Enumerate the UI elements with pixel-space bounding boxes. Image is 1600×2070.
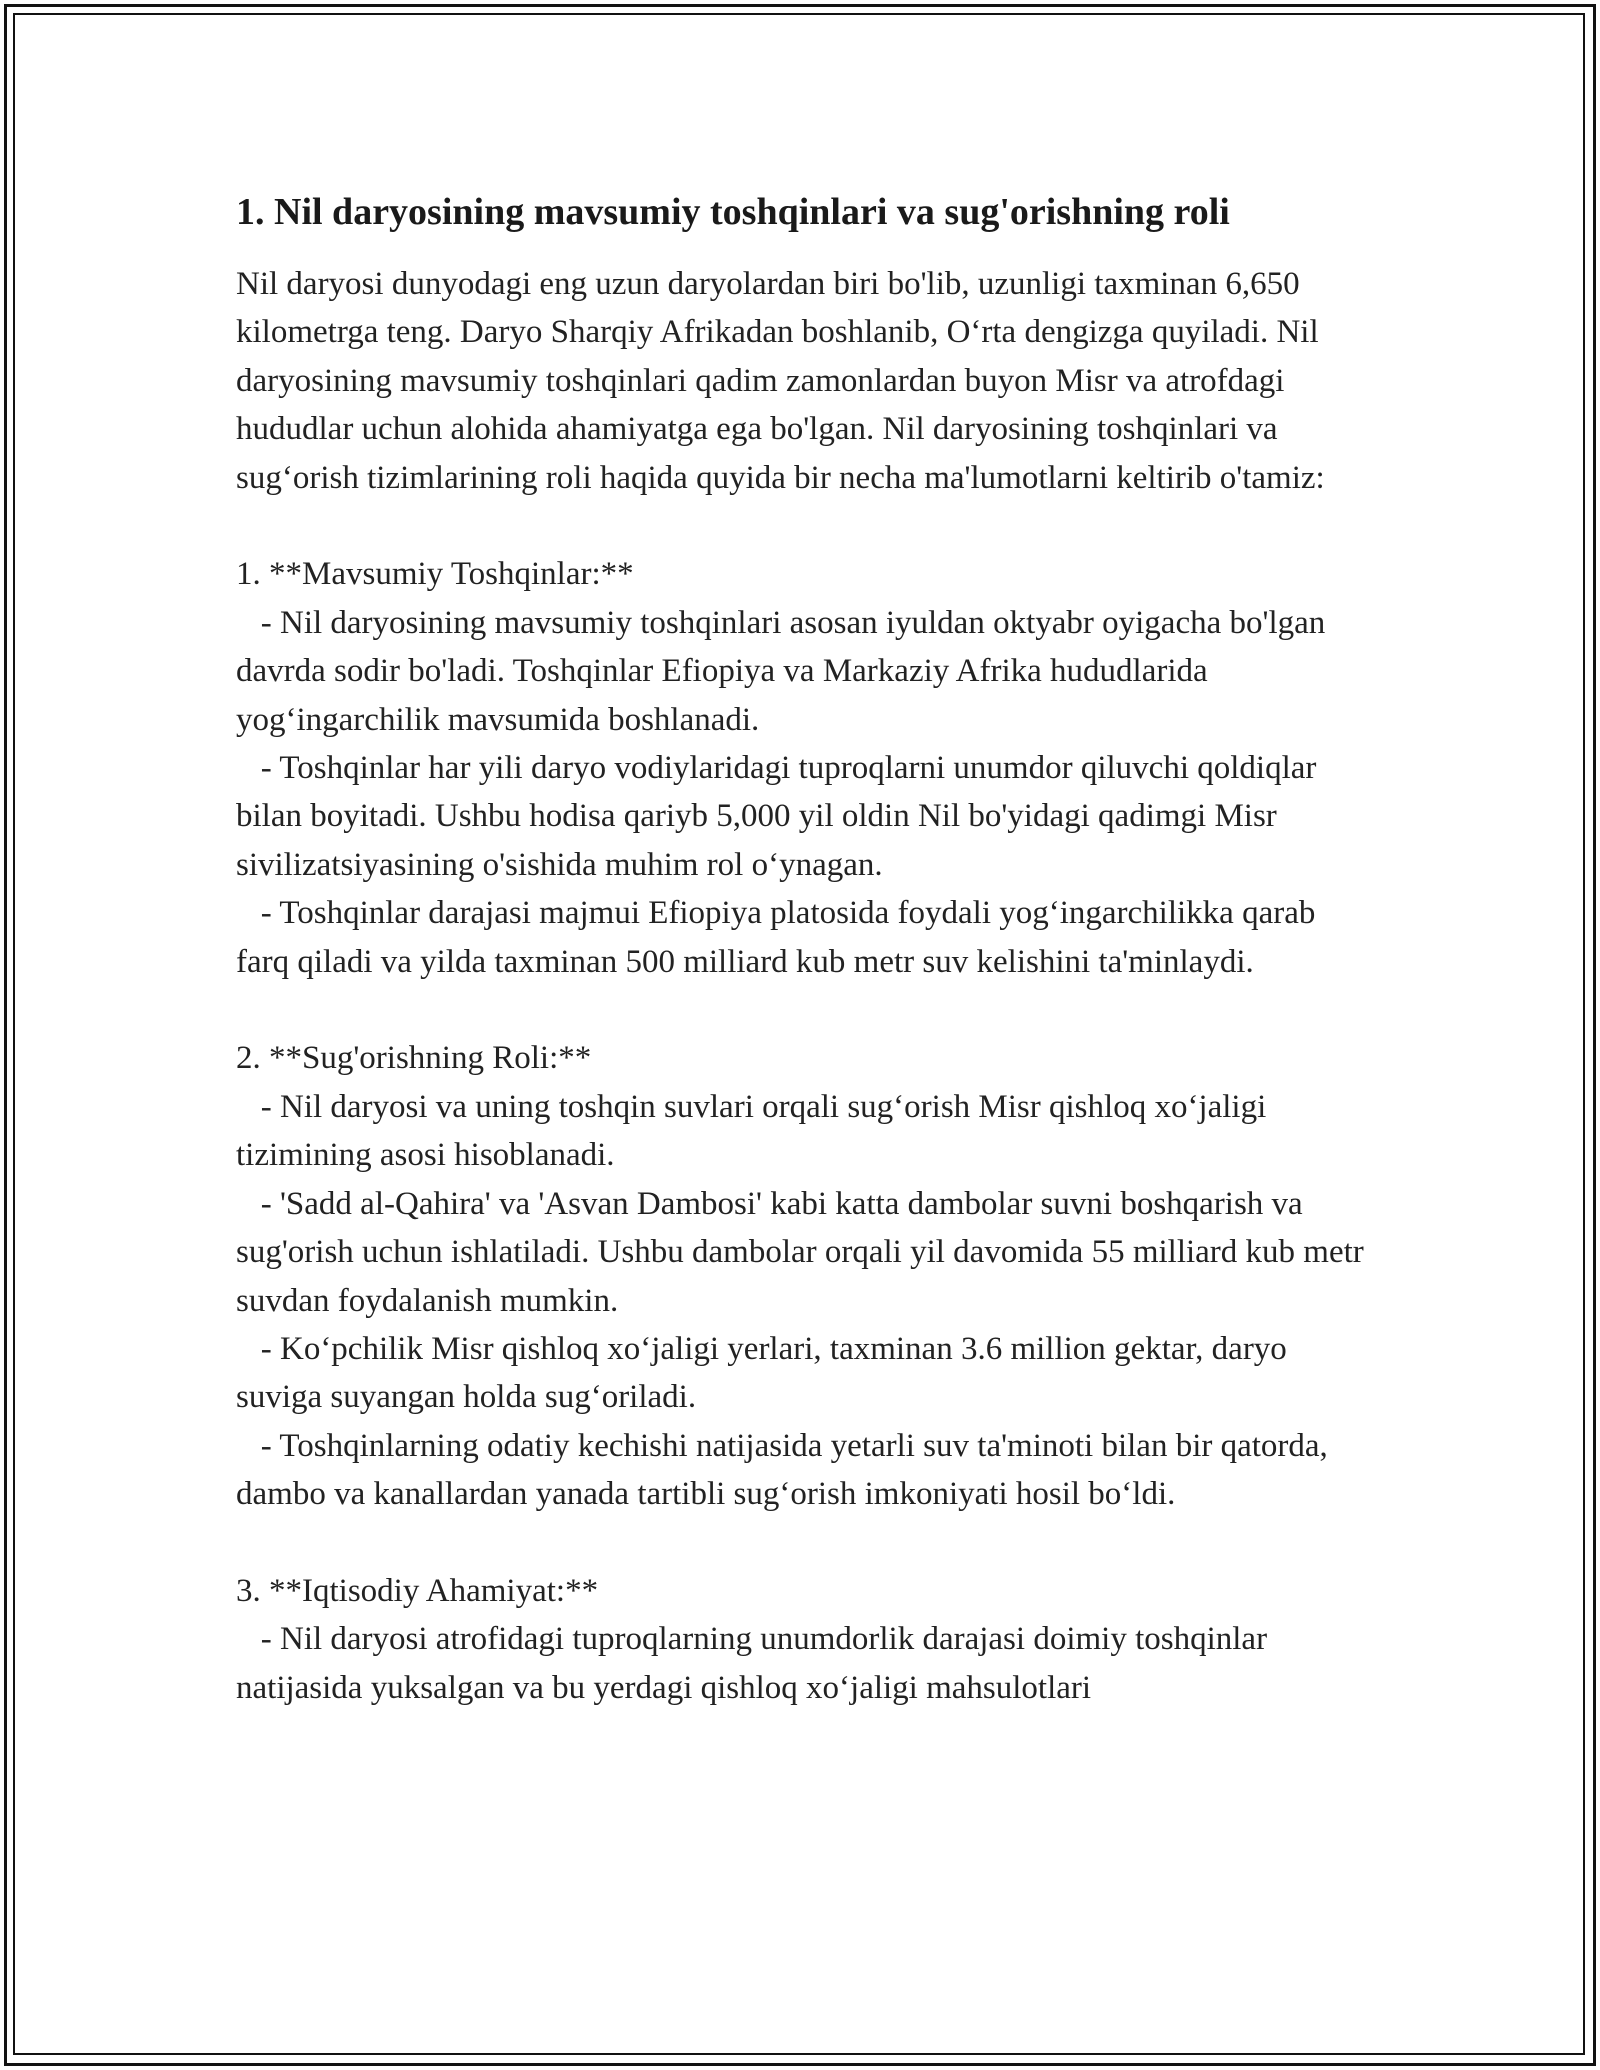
section-spacer	[236, 986, 1366, 1034]
list-item: - Nil daryosi atrofidagi tuproqlarning unumdorlik darajasi doimiy toshqinlar natijasida yuksalgan va bu yerdagi qishloq xo‘jaligi mahsulotlari	[236, 1621, 1276, 1706]
list-item: - Toshqinlarning odatiy kechishi natijasida yetarli suv ta'minoti bilan bir qatorda, dambo va kanallardan yanada tartibli sug‘orish imkoniyati hosil bo‘ldi.	[236, 1427, 1337, 1513]
list-item: - Toshqinlar har yili daryo vodiylaridagi tuproqlarni unumdor qiluvchi qoldiqlar bilan boyitadi. Ushbu hodisa qariyb 5,000 yil oldin Nil bo'yidagi qadimgi Misr sivilizatsiyasining o'sishida muhim rol o‘ynagan.	[236, 750, 1325, 883]
section-title: 2. **Sug'orishning Roli:**	[236, 1040, 592, 1077]
section-economic-importance	[236, 1567, 1366, 1712]
list-item: - Toshqinlar darajasi majmui Efiopiya platosida foydali yog‘ingarchilikka qarab farq qiladi va yilda taxminan 500 milliard kub metr suv kelishini ta'minlaydi.	[236, 895, 1324, 980]
section-title: 3. **Iqtisodiy Ahamiyat:**	[236, 1572, 599, 1609]
list-item: - 'Sadd al-Qahira' va 'Asvan Dambosi' kabi katta dambolar suvni boshqarish va sug'orish uchun ishlatiladi. Ushbu dambolar orqali yil davomida 55 milliard kub metr suvdan foydalanish mumkin.	[236, 1185, 1373, 1319]
list-item: - Nil daryosi va uning toshqin suvlari orqali sug‘orish Misr qishloq xo‘jaligi tizimining asosi hisoblanadi.	[236, 1088, 1275, 1174]
section-spacer	[236, 1519, 1366, 1567]
section-spacer	[236, 502, 1366, 550]
section-seasonal-floods	[236, 550, 1366, 986]
section-title: 1. **Mavsumiy Toshqinlar:**	[236, 556, 634, 593]
document-heading: 1. Nil daryosining mavsumiy toshqinlari va sug'orishning roli	[236, 191, 1230, 233]
intro-paragraph: Nil daryosi dunyodagi eng uzun daryolardan biri bo'lib, uzunligi taxminan 6,650 kilometrga teng. Daryo Sharqiy Afrikadan boshlanib, O‘rta dengizga quyiladi. Nil daryosining mavsumiy toshqinlari qadim zamonlardan buyon Misr va atrofdagi hududlar uchun alohida ahamiyatga ega bo'lgan. Nil daryosining toshqinlari va sug‘orish tizimlarining roli haqida quyida bir necha ma'lumotlarni keltirib o'tamiz:	[236, 266, 1327, 496]
document-body	[236, 186, 1373, 1712]
list-item: - Nil daryosining mavsumiy toshqinlari asosan iyuldan oktyabr oyigacha bo'lgan davrda sodir bo'ladi. Toshqinlar Efiopiya va Markaziy Afrika hududlarida yog‘ingarchilik mavsumida boshlanadi.	[236, 604, 1334, 738]
list-item: - Ko‘pchilik Misr qishloq xo‘jaligi yerlari, taxminan 3.6 million gektar, daryo suviga suyangan holda sug‘oriladi.	[236, 1330, 1296, 1416]
section-irrigation-role	[236, 1034, 1373, 1518]
